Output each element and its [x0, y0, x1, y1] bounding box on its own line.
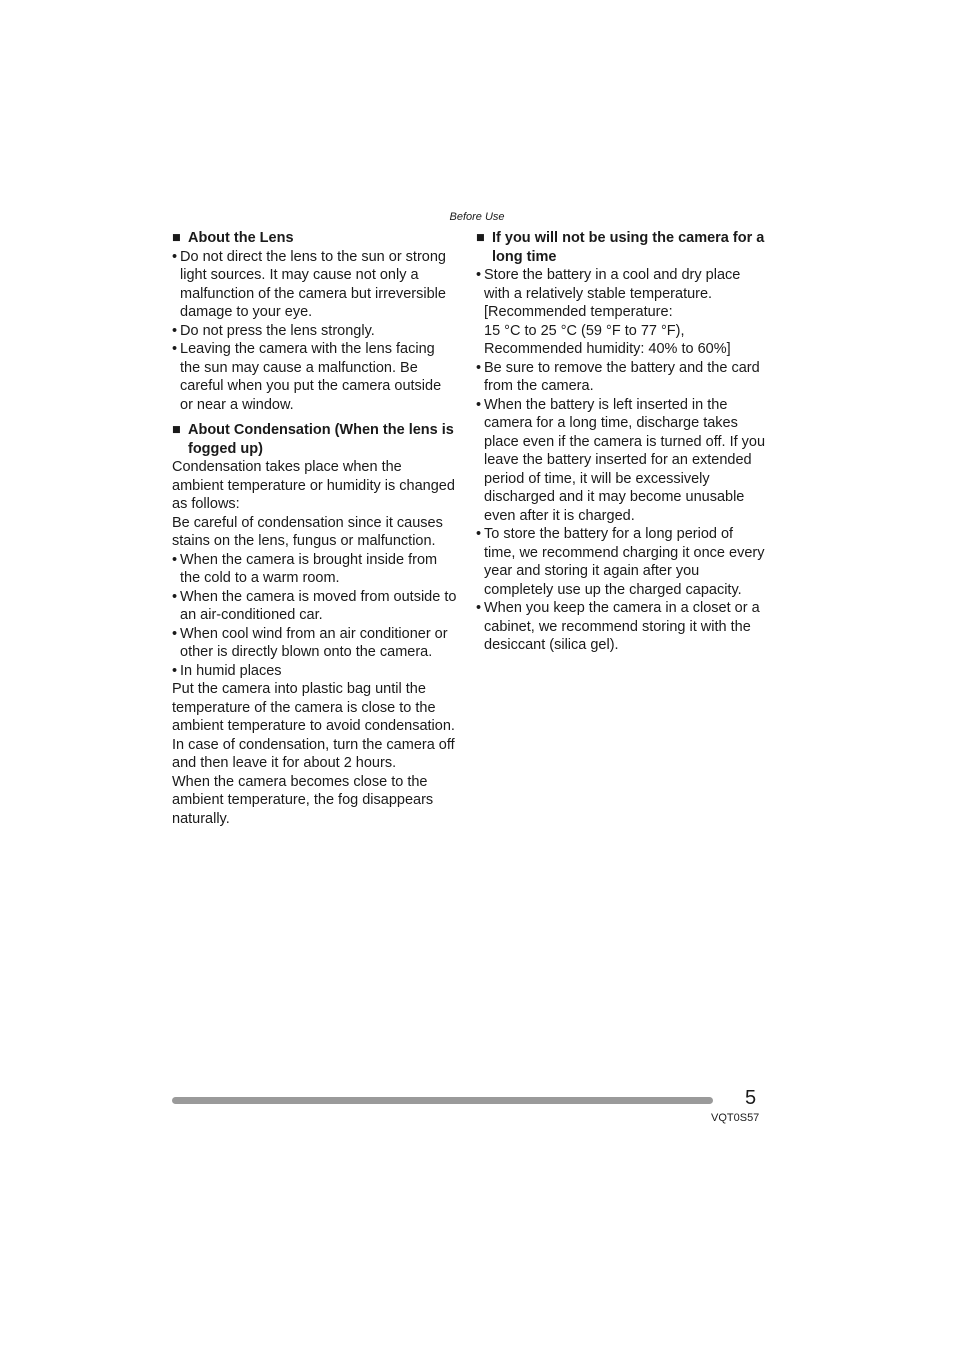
recommended-temperature-value: 15 °C to 25 °C (59 °F to 77 °F),: [484, 322, 685, 339]
bullet-icon: •: [172, 625, 178, 642]
list-item: [476, 599, 766, 655]
list-item-text: When the camera is moved from outside to an air-conditioned car.: [180, 588, 457, 623]
list-item-text: Leaving the camera with the lens facing the sun may cause a malfunction. Be careful when you put the camera outside or near a window.: [180, 341, 442, 413]
bullet-icon: •: [476, 267, 482, 283]
bullet-icon: •: [476, 526, 482, 542]
list-item: [172, 340, 457, 414]
list-item: [476, 396, 766, 526]
list-item: [172, 662, 457, 681]
paragraph: Condensation takes place when the ambient temperature or humidity is changed as follows:: [172, 459, 455, 512]
heading-text: About Condensation (When the lens is fogged up): [188, 422, 454, 457]
page-number: 5: [745, 1087, 757, 1109]
bullet-icon: •: [172, 662, 178, 679]
bullet-icon: •: [172, 341, 178, 357]
list-item-text: When the camera is brought inside from the cold to a warm room.: [180, 551, 438, 586]
bullet-icon: •: [476, 359, 482, 376]
bullet-icon: •: [172, 588, 178, 605]
list-item-text: In humid places: [180, 662, 282, 679]
running-header: Before Use: [449, 211, 505, 223]
recommended-humidity: Recommended humidity: 40% to 60%]: [484, 341, 731, 357]
list-item-text: When you keep the camera in a closet or a cabinet, we recommend storing it with the desiccant (silica gel).: [484, 600, 760, 653]
section-heading-storage: [476, 229, 766, 266]
list-item-text: Do not press the lens strongly.: [180, 322, 375, 339]
list-item-text: When the battery is left inserted in the camera for a long time, discharge takes place even if the camera is turned off. If you leave the battery inserted for an extended period of time, it will be excessively discharged and it may become unusable even after it is charged.: [484, 396, 766, 524]
list-item-text: Store the battery in a cool and dry place with a relatively stable temperature.: [484, 267, 741, 302]
list-item-text: Do not direct the lens to the sun or strong light sources. It may cause not only a malfunction of the camera but irreversible damage to your eye.: [180, 248, 446, 320]
heading-text: About the Lens: [188, 230, 294, 246]
list-item-text: When cool wind from an air conditioner or other is directly blown onto the camera.: [180, 625, 448, 660]
right-column: [476, 229, 766, 655]
list-item: [172, 625, 457, 662]
list-item-text: Be sure to remove the battery and the card from the camera.: [484, 359, 760, 394]
recommended-temperature-label: [Recommended temperature:: [484, 304, 673, 320]
list-item: [476, 266, 766, 359]
list-item: [172, 551, 457, 588]
list-item: [172, 588, 457, 625]
paragraph: When the camera becomes close to the ambient temperature, the fog disappears naturally.: [172, 773, 434, 827]
list-item: [172, 248, 457, 322]
bullet-icon: •: [172, 322, 178, 339]
list-item: [476, 525, 766, 599]
document-code: VQT0S57: [711, 1112, 760, 1124]
section-heading-condensation: [172, 421, 457, 458]
left-column: [172, 229, 457, 828]
square-bullet-icon: ■: [172, 422, 181, 438]
square-bullet-icon: ■: [476, 230, 485, 246]
square-bullet-icon: ■: [172, 230, 181, 246]
paragraph: Put the camera into plastic bag until the temperature of the camera is close to the ambient temperature to avoid condensation. In case of condensation, turn the camera off and then leave it for about 2 hours.: [172, 681, 455, 771]
bullet-icon: •: [172, 551, 178, 568]
section-heading-lens: [172, 229, 457, 248]
heading-text: If you will not be using the camera for a long time: [492, 230, 765, 265]
bullet-icon: •: [476, 396, 482, 413]
bullet-icon: •: [476, 600, 482, 616]
list-item: [476, 359, 766, 396]
list-item: [172, 322, 457, 341]
bullet-icon: •: [172, 248, 178, 265]
list-item-text: To store the battery for a long period of time, we recommend charging it once every year and storing it again after you completely use up the charged capacity.: [484, 526, 765, 598]
paragraph: Be careful of condensation since it causes stains on the lens, fungus or malfunction.: [172, 514, 443, 549]
footer-divider-bar: [172, 1097, 713, 1104]
